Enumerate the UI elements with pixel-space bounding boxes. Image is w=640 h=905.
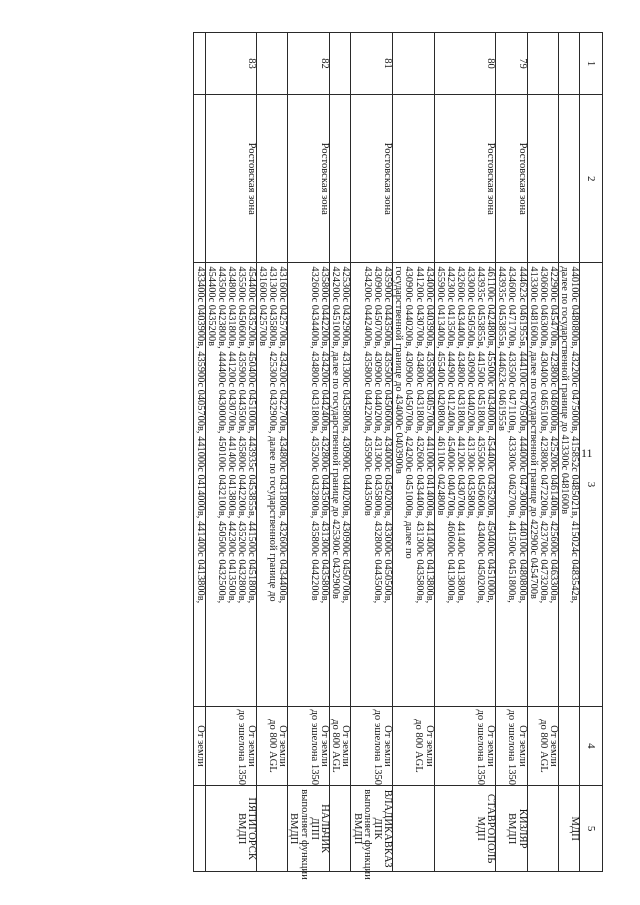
coordinate-line: 443935с 0453855в, 441500с 0451800в, 435500с 0450600в, 434000с 0450200в, <box>475 266 487 604</box>
table-row <box>434 33 496 872</box>
header-col-4: 4 <box>580 706 603 786</box>
altitude-limits <box>527 706 558 786</box>
zone-number: 80 <box>434 33 496 95</box>
header-row <box>580 33 603 872</box>
table-row <box>527 33 558 872</box>
atc-service <box>434 786 496 872</box>
zone-name <box>330 95 351 263</box>
coordinate-line: 433000с 0450500в, 430900с 0440200в, 431300с 0435800в, <box>465 266 477 519</box>
coordinate-line: 430900с 0440200в, 430900с 0450700в, 424200с 0451000в, далее по <box>403 266 415 559</box>
coordinate-line: 413300с 0481600в, далее по государственной границе до 422900с 0454700в <box>527 266 539 599</box>
coordinate-line: 431300с 0435800в, 425300с 0432900в, далее по государственной границе до <box>267 266 279 602</box>
coordinate-line: 433400с 0403900в, 435900с 0405700в, 441000с 0414000в, 441400с 0413800в, <box>194 266 206 604</box>
coordinate-line: государственной границе до 434000с 0403900в <box>393 266 405 474</box>
table-row <box>351 33 393 872</box>
service-line: КИЗЛЯР <box>516 808 528 849</box>
altitude-line: до эшелона 1350 <box>506 709 518 786</box>
atc-service <box>393 786 434 872</box>
coordinate-line: 435800с 0442200в, 434200с 0442400в, 432800с 0443500в, 431300с 0435800в, <box>319 266 331 604</box>
altitude-line: От земли <box>485 725 497 767</box>
zone-name: Ростовская зона <box>496 95 527 263</box>
altitude-line: до эшелона 1350 <box>475 709 487 786</box>
coordinates-cell <box>330 263 351 706</box>
coordinate-line: 430900с 0450700в, 430900с 0440200в, 431300с 0435800в, 432800с 0443500в, <box>372 266 384 604</box>
coordinate-line: 432600с 0434400в, 434800с 0431800в, 441200с 0430700в, 441400с 0413800в, <box>454 266 466 604</box>
coordinates-cell <box>257 263 288 706</box>
coordinate-line: 435900с 0443500в, 435500с 0450600в, 434000с 0450200в, 433000с 0450500в, <box>382 266 394 604</box>
coordinate-line: 434800с 0431800в, 441200с 0430700в, 441400с 0413800в, 442300с 0413500в, <box>225 266 237 604</box>
table-body <box>194 33 580 880</box>
atc-service <box>558 786 579 872</box>
coordinates-cell <box>205 263 256 706</box>
atc-service <box>288 786 331 880</box>
coordinate-line: 434200с 0442400в, 435800с 0442200в, 435900с 0443500в <box>362 266 374 516</box>
coordinate-line: далее по государственной границе до 413300с 0481600в <box>558 266 570 515</box>
altitude-limits <box>330 706 351 786</box>
header-col-3: 3 <box>580 263 603 706</box>
table-row <box>496 33 527 872</box>
altitude-line: до эшелона 1350 <box>372 709 384 786</box>
atc-service <box>496 786 527 872</box>
coordinate-line: 424200с 0451000в, далее по государственной границе до 425300с 0432900в <box>330 266 342 599</box>
service-line: МДП <box>475 816 487 841</box>
coordinate-line: 455900с 0413400в, 455400с 0420800в, 461100с 0424800в <box>434 266 446 516</box>
coordinate-line: 422900с 0454700в, 423800с 0460000в, 425200с 0461400в, 425600с 0463300в, <box>547 266 559 604</box>
atc-service <box>194 786 205 872</box>
zone-number <box>194 33 205 95</box>
zone-number <box>330 33 351 95</box>
altitude-line: до 800 AGL <box>413 719 425 773</box>
coordinate-line: 461100с 0424800в, 455000с 0434000в, 454400с 0435200в, 450400с 0451000в, <box>485 266 497 603</box>
altitude-line: От земли <box>340 725 352 767</box>
coordinates-cell <box>393 263 434 706</box>
table-row <box>393 33 434 872</box>
service-line: выполняет функции <box>298 789 310 880</box>
altitude-line: до 800 AGL <box>537 719 549 773</box>
zone-number: 79 <box>496 33 527 95</box>
coordinate-line: 430600с 0463000в, 430400с 0465100в, 423800с 0472200в, 423700с 0473200в, <box>537 266 549 604</box>
altitude-limits <box>558 706 579 786</box>
coordinates-cell <box>527 263 558 706</box>
zone-name <box>194 95 205 263</box>
atc-service <box>257 786 288 872</box>
airspace-zones-table <box>193 32 603 880</box>
zone-name: Ростовская зона <box>205 95 256 263</box>
service-line: ДПК <box>372 817 384 840</box>
coordinate-line: 454400с 0435200в <box>205 266 217 347</box>
atc-service <box>205 786 256 872</box>
coordinates-cell <box>194 263 205 706</box>
coordinates-cell <box>496 263 527 706</box>
zone-name <box>257 95 288 263</box>
zone-number: 81 <box>351 33 393 95</box>
altitude-line: От земли <box>319 725 331 767</box>
zone-number <box>257 33 288 95</box>
zone-name: Ростовская зона <box>288 95 330 263</box>
coordinate-line: 431600с 0425700в, 434200с 0422700в, 434800с 0431800в, 432600с 0434400в, <box>277 266 289 604</box>
altitude-line: до эшелона 1350 <box>308 709 320 786</box>
coordinate-line: 440100с 0480800в, 432200с 0475000в, 415852с 0485021в, 415024с 0483542в, <box>569 266 580 604</box>
table-row <box>288 33 330 872</box>
service-line: ВЛАДИКАВКАЗ <box>382 789 394 868</box>
zone-number <box>393 33 434 95</box>
coordinate-line: 435500с 0450600в, 435900с 0443500в, 435800с 0442200в, 435200с 0432800в, <box>235 266 247 604</box>
zone-number <box>527 33 558 95</box>
altitude-line: От земли <box>277 725 289 767</box>
altitude-line: до 800 AGL <box>330 719 342 773</box>
service-line: ВМДП <box>235 812 247 845</box>
table-row <box>194 33 205 872</box>
service-line: ВМДП <box>351 812 363 845</box>
altitude-line: до 800 AGL <box>267 719 279 773</box>
service-line: НАЛЬЧИК <box>319 804 331 854</box>
service-line: ДПП <box>308 817 320 840</box>
altitude-limits <box>351 706 393 786</box>
coordinate-line: 454400с 0435200в, 450400с 0451000в, 443935с 0453855в, 441500с 0451800в, <box>246 266 257 604</box>
service-line: ВМДП <box>506 812 518 845</box>
table-row <box>330 33 351 872</box>
altitude-line: От земли <box>547 725 559 767</box>
service-line: МДП <box>569 816 580 841</box>
zone-name <box>527 95 558 263</box>
altitude-limits <box>288 706 330 786</box>
header-col-1: 1 <box>580 33 603 95</box>
coordinates-cell <box>558 263 579 706</box>
zone-name: Ростовская зона <box>434 95 496 263</box>
rotated-page <box>33 32 603 880</box>
coordinate-line: 432600с 0434400в, 434800с 0431800в, 435200с 0432800в, 435800с 0442200в <box>309 266 320 601</box>
coordinate-line: 441200с 0430700в, 434800с 0431800в, 432600с 0434400в, 431300с 0435800в, <box>413 266 425 604</box>
header-col-5: 5 <box>580 786 603 872</box>
altitude-line: От земли <box>246 725 257 767</box>
altitude-limits <box>496 706 527 786</box>
service-line: выполняет функции <box>361 789 373 880</box>
altitude-line: до эшелона 1350 <box>235 709 247 786</box>
zone-name: Ростовская зона <box>351 95 393 263</box>
altitude-limits <box>257 706 288 786</box>
atc-service <box>330 786 351 872</box>
coordinate-line: 444623с 0461955в, 444100с 0470500в, 444000с 0473000в, 440100с 0480800в, <box>516 266 528 604</box>
altitude-line: От земли <box>516 725 528 767</box>
header-col-2: 2 <box>580 95 603 263</box>
altitude-line: От земли <box>423 725 435 767</box>
zone-name <box>393 95 434 263</box>
table-row <box>205 33 256 872</box>
coordinate-line: 425300с 0432900в, 431300с 0435800в, 430900с 0440200в, 430900с 0450700в, <box>340 266 352 604</box>
service-line: СТАВРОПОЛЬ <box>485 793 497 864</box>
altitude-line: От земли <box>382 725 394 767</box>
table-row <box>558 33 579 872</box>
altitude-limits <box>194 706 205 786</box>
zone-name <box>558 95 579 263</box>
coordinate-line: 434600с 0471700в, 433500с 0471100в, 433300с 0462700в, 441500с 0451800в, <box>506 266 518 603</box>
coordinates-cell <box>288 263 330 706</box>
altitude-limits <box>205 706 256 786</box>
atc-service <box>351 786 394 880</box>
zone-number: 83 <box>205 33 256 95</box>
zone-number <box>558 33 579 95</box>
altitude-line: От земли <box>194 725 206 767</box>
coordinate-line: 431600с 0425700в <box>257 266 269 347</box>
page-number: 11 <box>581 446 593 460</box>
altitude-limits <box>393 706 434 786</box>
atc-service <box>527 786 558 872</box>
zone-number: 82 <box>288 33 330 95</box>
coordinates-cell <box>434 263 496 706</box>
service-line: ВМДП <box>288 812 300 845</box>
service-line: ПЯТИГОРСК <box>246 797 257 860</box>
coordinate-line: 443935с 0453855в, 444623с 0461955в <box>496 266 508 431</box>
coordinates-cell <box>351 263 393 706</box>
coordinate-line: 442300с 0413500в, 444900с 0412400в, 454000с 0404700в, 460600с 0413000в, <box>444 266 456 604</box>
coordinate-line: 443500с 0423800в, 444400с 0430000в, 450100с 0432100в, 450500с 0432500в, <box>215 266 227 604</box>
altitude-limits <box>434 706 496 786</box>
table-row <box>257 33 288 872</box>
coordinate-line: 434000с 0403900в, 435900с 0405700в, 441000с 0414000в, 441400с 0413800в, <box>423 266 435 604</box>
